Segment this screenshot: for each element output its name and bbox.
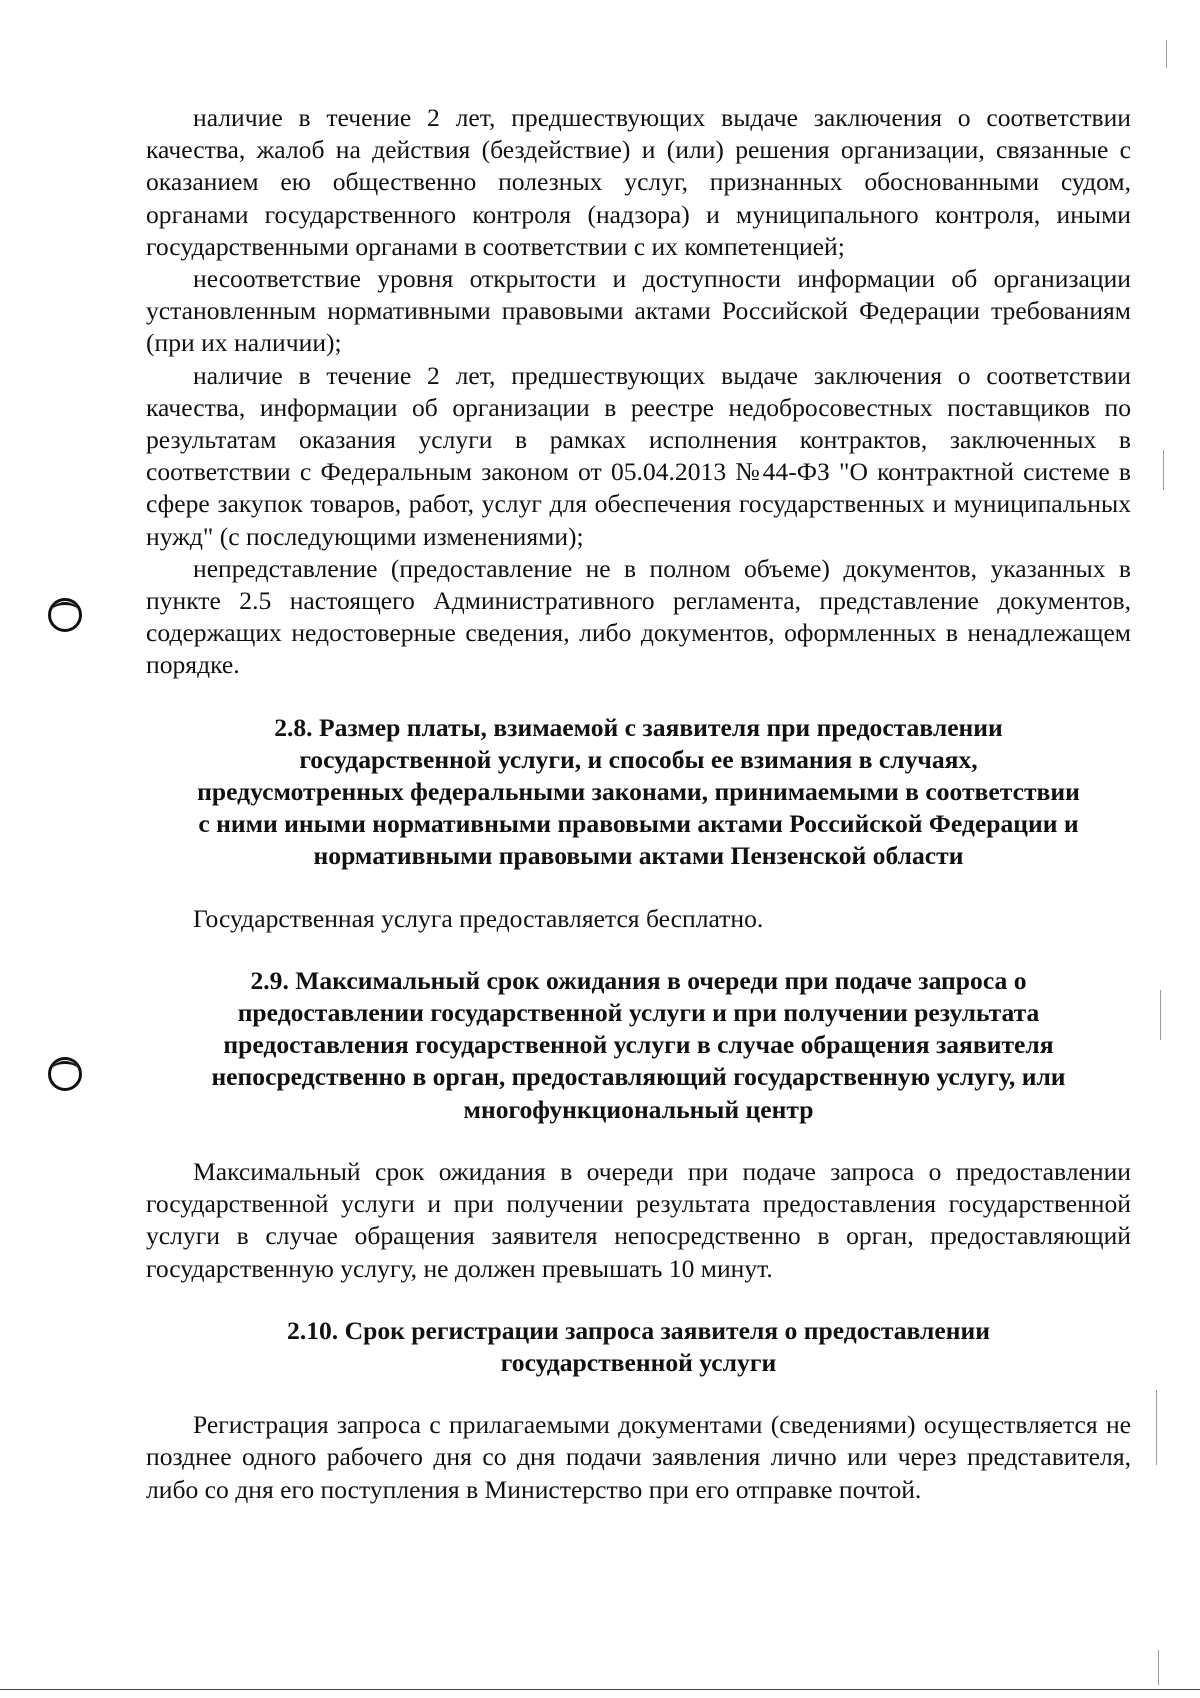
heading-line: 2.10. Срок регистрации запроса заявителя о предоставлении [287, 1315, 990, 1345]
scan-artifact [1156, 1390, 1157, 1465]
section-2-9-text: Максимальный срок ожидания в очереди при подаче запроса о предоставлении государственной услуги и при получении результата предоставления государственной услуги в случае обращения заявителя непосредственно в орган, предоставляющий государственную услугу, не должен превышать 10 минут. [146, 1156, 1131, 1283]
paragraph: несоответствие уровня открытости и доступности информации об организации установленным нормативными правовыми актами Российской Федерации требованиям (при их наличии); [146, 264, 1131, 358]
heading-line: государственной услуги [500, 1347, 777, 1377]
section-2-8-text: Государственная услуга предоставляется бесплатно. [193, 903, 764, 933]
section-heading-2-8 [146, 712, 1131, 873]
heading-line: предоставлении государственной услуги и при получении результата [237, 998, 1040, 1028]
heading-line: 2.8. Размер платы, взимаемой с заявителя при предоставлении [274, 712, 1003, 742]
paragraph: непредставление (предоставление не в полном объеме) документов, указанных в пункте 2.5 настоящего Административного регламента, представление документов, содержащих недостоверные сведения, либо документов, оформленных в ненадлежащем порядке. [146, 553, 1131, 680]
heading-line: непосредственно в орган, предоставляющий государственную услугу, или [211, 1062, 1066, 1092]
document-body [146, 102, 1131, 1506]
heading-line: предоставления государственной услуги в случае обращения заявителя [223, 1030, 1054, 1060]
paragraph: наличие в течение 2 лет, предшествующих выдаче заключения о соответствии качества, жалоб на действия (бездействие) и (или) решения организации, связанные с оказанием ею общественно полезных услуг, признанных обоснованными судом, органами государственного контроля (надзора) и муниципального контроля, иными государственными органами в соответствии с их компетенцией; [146, 103, 1131, 261]
punch-hole-icon [48, 598, 82, 632]
scan-artifact [1158, 1650, 1159, 1685]
scan-bottom-edge [0, 1689, 1200, 1690]
heading-line: государственной услуги, и способы ее взимания в случаях, [299, 744, 978, 774]
scan-artifact [1163, 450, 1164, 490]
paragraph: наличие в течение 2 лет, предшествующих выдаче заключения о соответствии качества, информации об организации в реестре недобросовестных поставщиков по результатам оказания услуги в рамках исполнения контрактов, заключенных в соответствии с Федеральным законом от 05.04.2013 №44-ФЗ "О контрактной системе в сфере закупок товаров, работ, услуг для обеспечения государственных и муниципальных нужд" (с последующими изменениями); [146, 360, 1131, 551]
heading-line: многофункциональный центр [463, 1094, 814, 1124]
section-heading-2-9 [146, 965, 1131, 1126]
heading-line: предусмотренных федеральными законами, принимаемыми в соответствии [197, 777, 1080, 807]
section-2-10-text: Регистрация запроса с прилагаемыми документами (сведениями) осуществляется не позднее одного рабочего дня со дня подачи заявления лично или через представителя, либо со дня его поступления в Министерство при его отправке почтой. [146, 1410, 1131, 1504]
scan-artifact [1166, 40, 1167, 68]
heading-line: нормативными правовыми актами Пензенской области [313, 841, 964, 871]
heading-line: 2.9. Максимальный срок ожидания в очереди при подаче запроса о [250, 965, 1027, 995]
scan-artifact [1160, 990, 1161, 1040]
section-heading-2-10 [146, 1315, 1131, 1379]
punch-hole-icon [48, 1057, 82, 1091]
heading-line: с ними иными нормативными правовыми актами Российской Федерации и [198, 809, 1079, 839]
